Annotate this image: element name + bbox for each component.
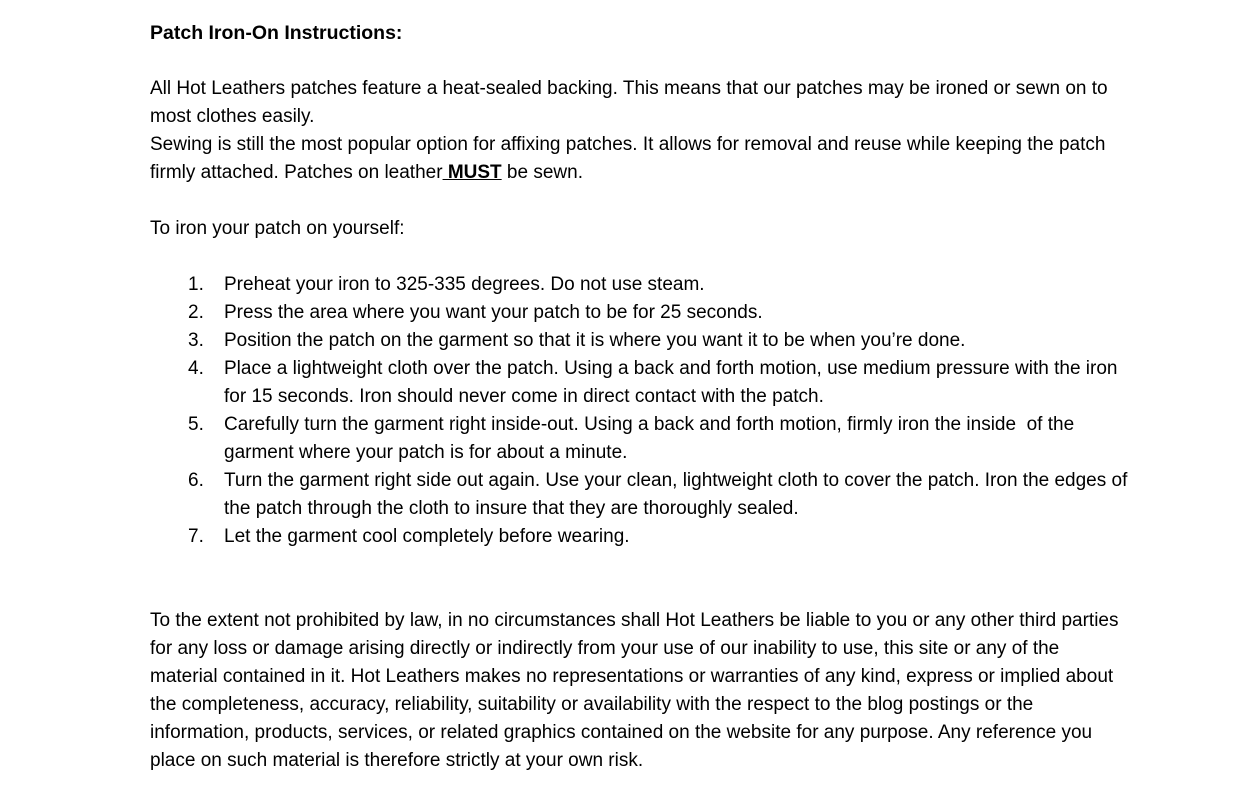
instruction-list	[188, 271, 1132, 551]
list-item	[188, 327, 1132, 355]
intro-paragraph-1: All Hot Leathers patches feature a heat-sealed backing. This means that our patches may be ironed or sewn on to most clothes easily.	[150, 78, 1113, 127]
intro-section	[150, 75, 1132, 187]
list-intro: To iron your patch on yourself:	[150, 218, 405, 239]
list-item	[188, 411, 1132, 467]
list-item-text: Let the garment cool completely before wearing.	[224, 526, 630, 547]
document-title: Patch Iron-On Instructions:	[150, 22, 403, 44]
list-item	[188, 271, 1132, 299]
list-item-text: Turn the garment right side out again. Use your clean, lightweight cloth to cover the patch. Iron the edges of the patch through the cloth to insure that they are thoroughly sealed.	[224, 470, 1133, 519]
list-item-text: Place a lightweight cloth over the patch. Using a back and forth motion, use medium pressure with the iron for 15 seconds. Iron should never come in direct contact with the patch.	[224, 358, 1123, 407]
document-page	[150, 19, 1132, 775]
disclaimer-paragraph: To the extent not prohibited by law, in no circumstances shall Hot Leathers be liable to you or any other third parties for any loss or damage arising directly or indirectly from your use of our inability to use, this site or any of the material contained in it. Hot Leathers makes no representations or warranties of any kind, express or implied about the completeness, accuracy, reliability, suitability or availability with the respect to the blog postings or the information, products, services, or related graphics contained on the website for any purpose. Any reference you place on such material is therefore strictly at your own risk.	[150, 610, 1124, 771]
list-item-number: 2.	[188, 302, 204, 323]
list-item	[188, 355, 1132, 411]
list-item	[188, 467, 1132, 523]
list-item-text: Preheat your iron to 325-335 degrees. Do not use steam.	[224, 274, 705, 295]
list-item-number: 6.	[188, 470, 204, 491]
list-item-number: 5.	[188, 414, 204, 435]
list-item-text: Press the area where you want your patch to be for 25 seconds.	[224, 302, 763, 323]
intro-paragraph-2	[150, 131, 1132, 187]
list-item-number: 1.	[188, 274, 204, 295]
intro-paragraph-2-text: Sewing is still the most popular option for affixing patches. It allows for removal and reuse while keeping the patch firmly attached. Patches on leather	[150, 134, 1111, 183]
list-item-text: Carefully turn the garment right inside-out. Using a back and forth motion, firmly iron the inside of the garment where your patch is for about a minute.	[224, 414, 1080, 463]
intro-paragraph-2-end: be sewn.	[501, 162, 583, 183]
list-item-number: 7.	[188, 526, 204, 547]
list-item	[188, 523, 1132, 551]
list-item-number: 3.	[188, 330, 204, 351]
list-item	[188, 299, 1132, 327]
list-item-number: 4.	[188, 358, 204, 379]
list-item-text: Position the patch on the garment so that it is where you want it to be when you’re done.	[224, 330, 966, 351]
must-emphasis-text: MUST	[442, 162, 502, 183]
